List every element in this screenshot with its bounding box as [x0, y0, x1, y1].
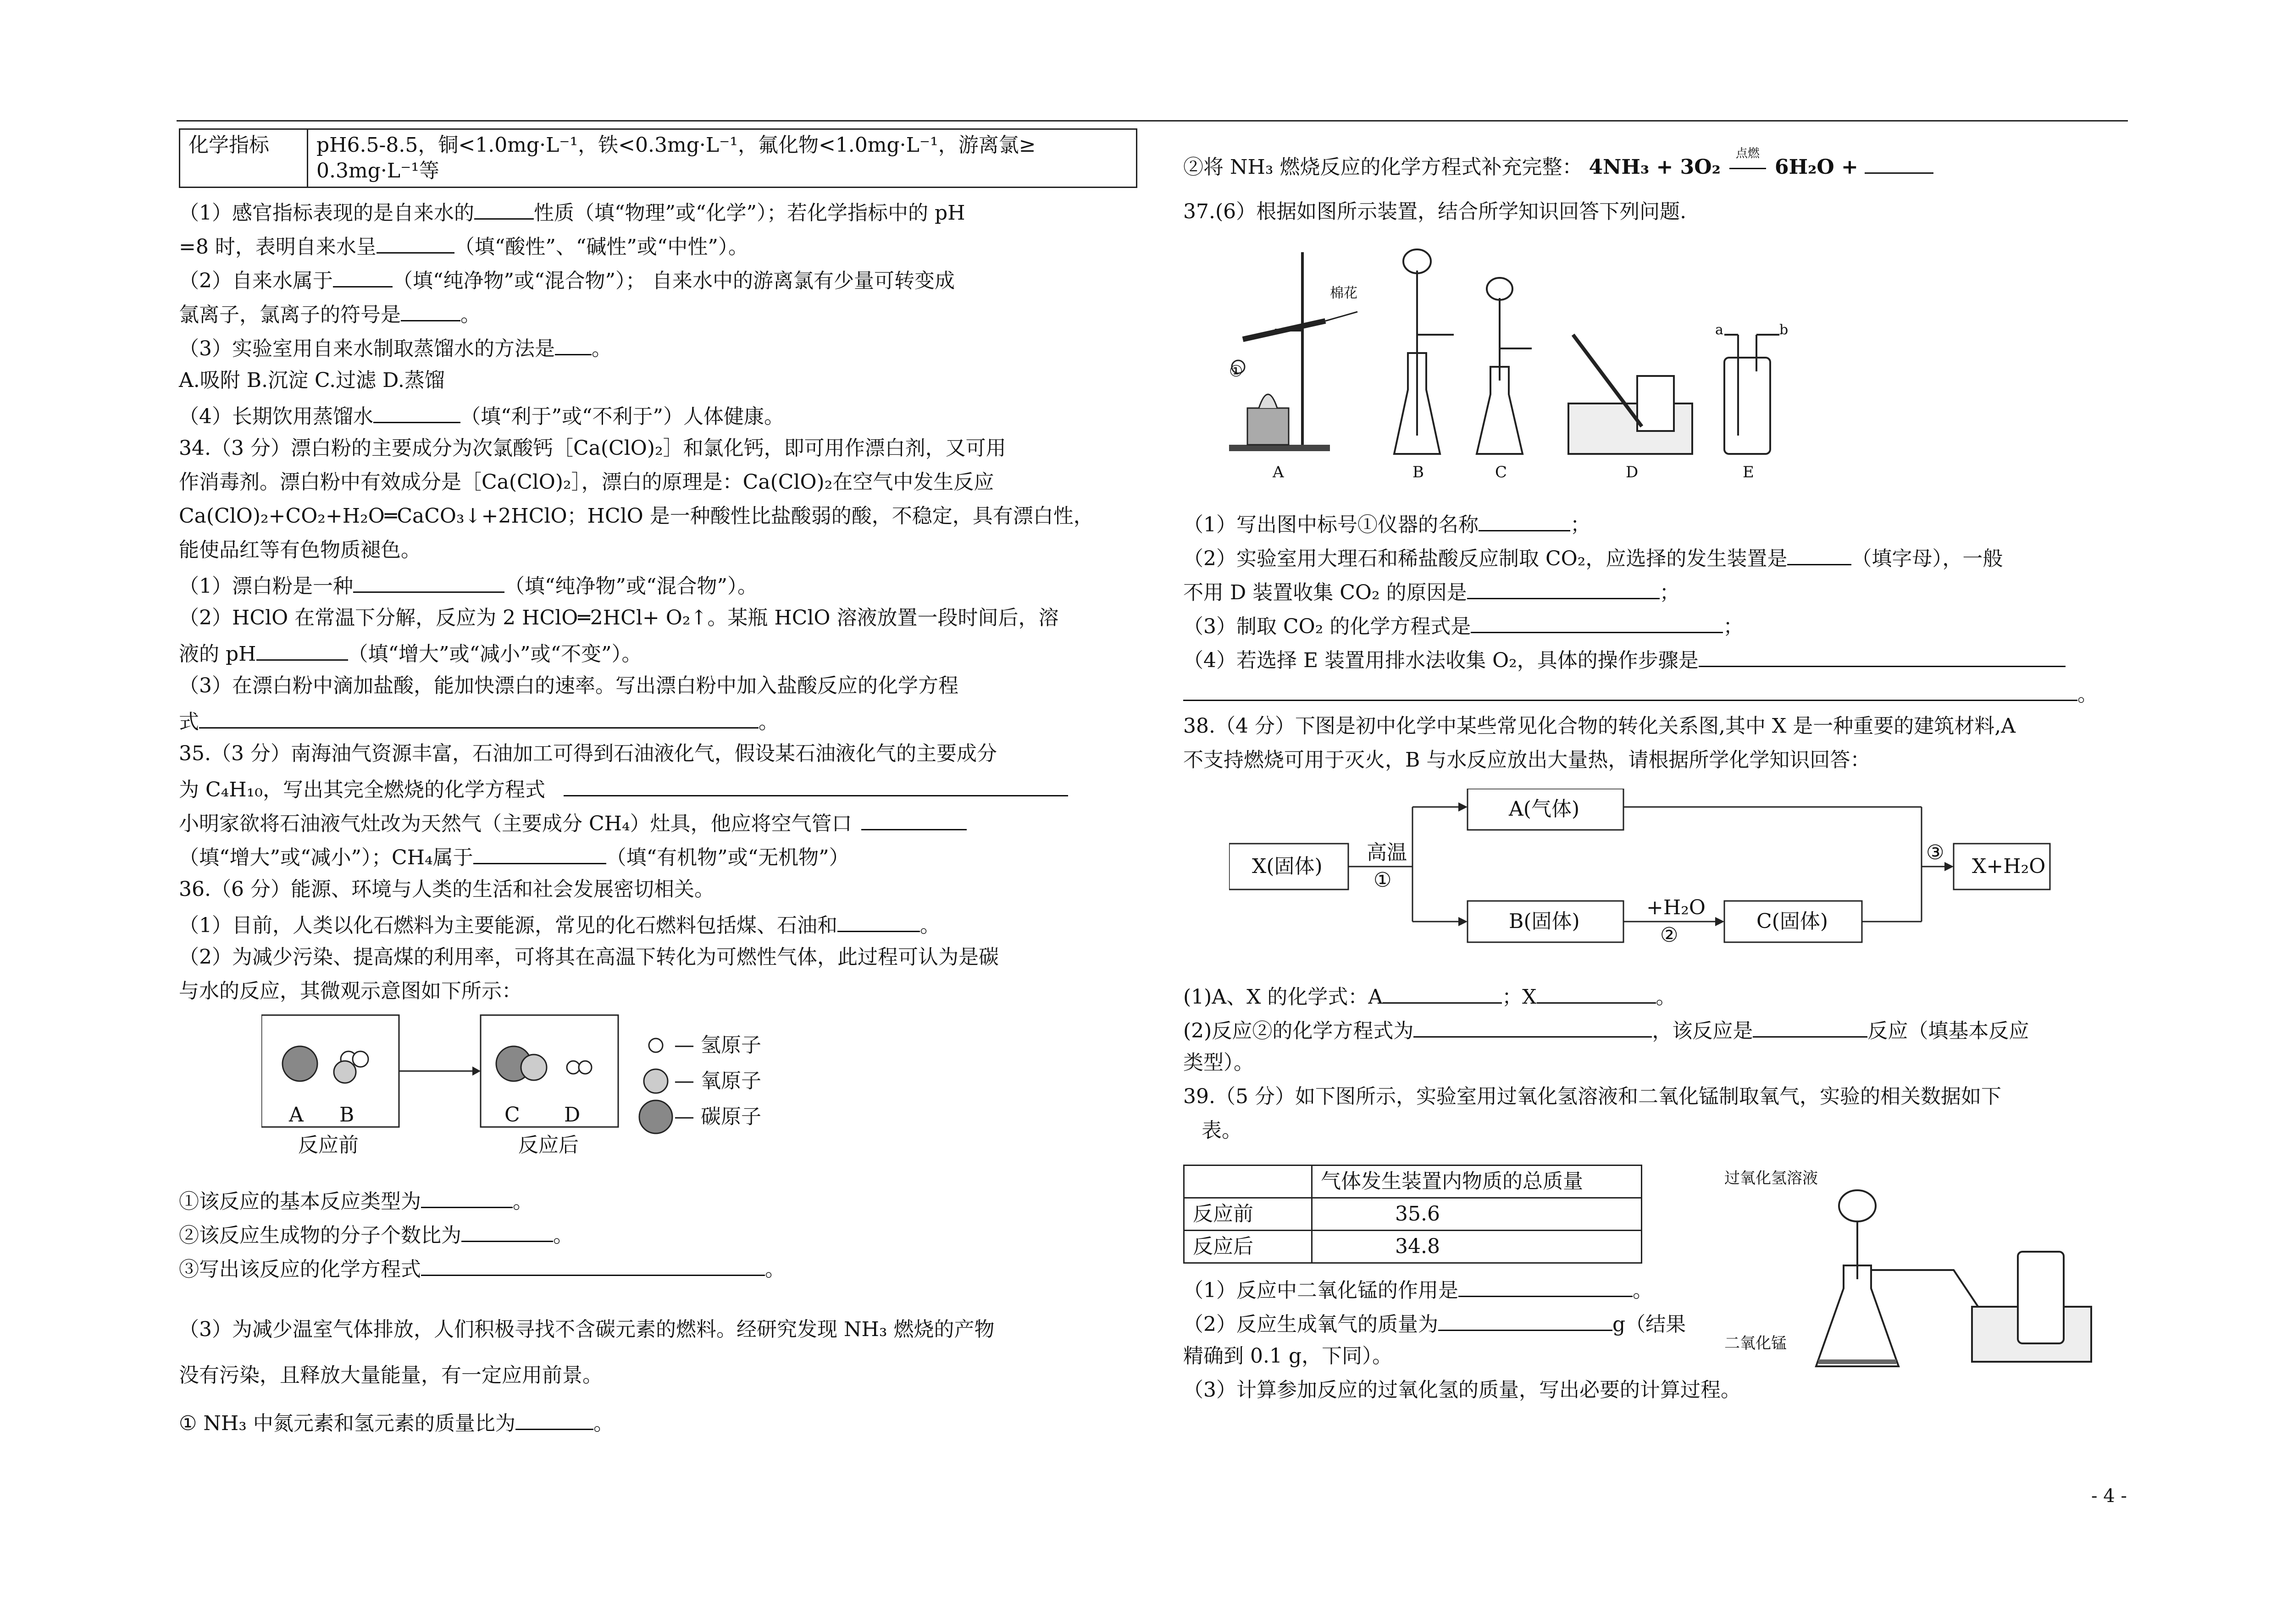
table-value: pH6.5-8.5，铜<1.0mg·L⁻¹，铁<0.3mg·L⁻¹，氟化物<1.0mg·L⁻¹，游离氯≥ 0.3mg·L⁻¹等 — [308, 129, 1137, 188]
q37-2b: 不用 D 装置收集 CO₂ 的原因是 ； — [1183, 577, 1680, 607]
row-before-value: 35.6 — [1312, 1198, 1642, 1231]
q34-2b: 液的 pH （填“增大”或“减小”或“不变”）。 — [179, 638, 642, 668]
q37-2: （2）实验室用大理石和稀盐酸反应制取 CO₂，应选择的发生装置是 （填字母），一般 — [1183, 543, 2003, 573]
label-D: D — [1626, 463, 1639, 481]
q35-intro: 35.（3 分）南海油气资源丰富，石油加工可得到石油液化气，假设某石油液化气的主要成分 — [179, 742, 997, 765]
q33-2: （2）自来水属于 （填“纯净物”或“混合物”）； 自来水中的游离氯有少量可转变成 — [179, 265, 955, 295]
conversion-flow-chart — [1229, 789, 2055, 945]
q34-3: （3）在漂白粉中滴加盐酸，能加快漂白的速率。写出漂白粉中加入盐酸反应的化学方程 — [179, 674, 958, 697]
q37-3: （3）制取 CO₂ 的化学方程式是 ； — [1183, 611, 1743, 641]
q39-intro: 39.（5 分）如下图所示，实验室用过氧化氢溶液和二氧化锰制取氧气，实验的相关数据如下 — [1183, 1085, 2001, 1108]
q35-3: （填“增大”或“减小”）；CH₄属于 （填“有机物”或“无机物”） — [179, 842, 849, 872]
edge-high-temp: 高温 — [1367, 841, 1407, 864]
q33-2b: 氯离子，氯离子的符号是 。 — [179, 299, 481, 329]
legend-hydrogen: — 氢原子 — [674, 1033, 761, 1057]
q37-intro: 37.(6）根据如图所示装置，结合所学知识回答下列问题. — [1183, 200, 1687, 223]
q39-2b: 精确到 0.1 g，下同）。 — [1183, 1344, 1393, 1368]
mass-header: 气体发生装置内物质的总质量 — [1312, 1166, 1642, 1198]
q38-2b: 类型）。 — [1183, 1051, 1254, 1074]
node-result: X+H₂O — [1972, 855, 2046, 878]
q35-1: 为 C₄H₁₀，写出其完全燃烧的化学方程式 — [179, 774, 1068, 804]
before-label: 反应前 — [298, 1133, 359, 1157]
q38-1: (1)A、X 的化学式：A ；X 。 — [1183, 981, 1676, 1011]
edge-step3: ③ — [1926, 841, 1944, 864]
page-number: - 4 - — [2091, 1486, 2127, 1507]
q39-1: （1）反应中二氧化锰的作用是 。 — [1183, 1275, 1653, 1304]
q36-3-1: ① NH₃ 中氮元素和氢元素的质量比为 。 — [179, 1408, 614, 1437]
q33-3-options: A.吸附 B.沉淀 C.过滤 D.蒸馏 — [179, 369, 445, 392]
q39-3: （3）计算参加反应的过氧化氢的质量，写出必要的计算过程。 — [1183, 1378, 1741, 1402]
micro-reaction-diagram — [261, 1013, 903, 1165]
node-x: X(固体) — [1252, 855, 1323, 878]
q34-intro-4: 能使品红等有色物质褪色。 — [179, 538, 421, 562]
h2o2-label: 过氧化氢溶液 — [1724, 1169, 1818, 1188]
label-C: C — [504, 1103, 520, 1127]
q34-2: （2）HClO 在常温下分解，反应为 2 HClO═2HCl+ O₂↑。某瓶 HClO 溶液放置一段时间后，溶 — [179, 606, 1059, 630]
mno2-label: 二氧化锰 — [1724, 1334, 1787, 1353]
oxygen-apparatus — [1724, 1155, 2119, 1375]
q34-3b: 式 。 — [179, 706, 779, 736]
node-b: B(固体) — [1509, 910, 1580, 933]
q36-2-3: ③写出该反应的化学方程式 。 — [179, 1254, 785, 1283]
q36-3: （3）为减少温室气体排放，人们积极寻找不含碳元素的燃料。经研究发现 NH₃ 燃烧的产物 — [179, 1318, 995, 1341]
table-label: 化学指标 — [180, 129, 308, 188]
row-after-value: 34.8 — [1312, 1231, 1642, 1263]
port-b: b — [1779, 322, 1789, 338]
label-A: A — [289, 1103, 304, 1127]
q38-2: (2)反应②的化学方程式为 ，该反应是 反应（填基本反应 — [1183, 1015, 2029, 1045]
edge-h2o: +H₂O — [1646, 896, 1706, 919]
q38-intro-2: 不支持燃烧可用于灭火，B 与水反应放出大量热，请根据所学化学知识回答： — [1183, 748, 1871, 772]
q36-intro: 36.（6 分）能源、环境与人类的生活和社会发展密切相关。 — [179, 878, 714, 901]
q36-2-2: ②该反应生成物的分子个数比为 。 — [179, 1220, 573, 1249]
q36-3b: 没有污染，且释放大量能量，有一定应用前景。 — [179, 1364, 603, 1387]
q33-1: （1）感官指标表现的是自来水的 性质（填“物理”或“化学”）；若化学指标中的 pH — [179, 197, 965, 227]
q36-2b: 与水的反应，其微观示意图如下所示： — [179, 979, 522, 1003]
label-A: A — [1273, 463, 1284, 481]
water-standard-table — [179, 128, 1137, 188]
port-a: a — [1715, 322, 1723, 338]
mass-table — [1183, 1165, 1642, 1264]
label-B: B — [339, 1103, 354, 1127]
q36-2-1: ①该反应的基本反应类型为 。 — [179, 1186, 533, 1215]
q36-2: （2）为减少污染、提高煤的利用率，可将其在高温下转化为可燃性气体，此过程可认为是碳 — [179, 945, 999, 969]
q36-3-2: ②将 NH₃ 燃烧反应的化学方程式补充完整： 4NH₃ + 3O₂ 点燃 6H₂O + — [1183, 151, 1933, 181]
q37-1: （1）写出图中标号①仪器的名称 ； — [1183, 509, 1590, 539]
row-after-label: 反应后 — [1184, 1231, 1312, 1263]
q34-intro-2: 作消毒剂。漂白粉中有效成分是［Ca(ClO)₂］，漂白的原理是：Ca(ClO)₂在空气中发生反应 — [179, 470, 994, 494]
label-C: C — [1495, 463, 1507, 481]
q36-1: （1）目前，人类以化石燃料为主要能源，常见的化石燃料包括煤、石油和 。 — [179, 910, 940, 939]
q37-4b: 。 — [1183, 679, 2098, 708]
q38-intro-1: 38.（4 分）下图是初中化学中某些常见化合物的转化关系图,其中 X 是一种重要的建筑材料,A — [1183, 714, 2016, 738]
q35-2: 小明家欲将石油液气灶改为天然气（主要成分 CH₄）灶具，他应将空气管口 — [179, 808, 967, 838]
cotton-label: 棉花 — [1330, 285, 1357, 301]
mark-1: ① — [1229, 362, 1243, 381]
ignite-condition: 点燃 — [1735, 147, 1760, 160]
q37-4: （4）若选择 E 装置用排水法收集 O₂，具体的操作步骤是 — [1183, 645, 2066, 674]
q33-1b: =8 时，表明自来水呈 （填“酸性”、“碱性”或“中性”）。 — [179, 231, 748, 261]
node-a: A(气体) — [1509, 797, 1580, 821]
q34-intro-3: Ca(ClO)₂+CO₂+H₂O═CaCO₃↓+2HClO；HClO 是一种酸性比盐酸弱的酸，不稳定，具有漂白性， — [179, 504, 1094, 528]
label-D: D — [564, 1103, 581, 1127]
legend-carbon: — 碳原子 — [674, 1105, 761, 1128]
q33-4: （4）长期饮用蒸馏水 （填“利于”或“不利于”）人体健康。 — [179, 401, 784, 431]
q33-3: （3）实验室用自来水制取蒸馏水的方法是 。 — [179, 333, 612, 363]
header-rule — [177, 120, 2128, 122]
edge-step2: ② — [1660, 923, 1678, 947]
row-before-label: 反应前 — [1184, 1198, 1312, 1231]
q34-1: （1）漂白粉是一种 （填“纯净物”或“混合物”）。 — [179, 570, 758, 600]
edge-step1: ① — [1374, 868, 1392, 892]
label-E: E — [1743, 463, 1754, 481]
q34-intro-1: 34.（3 分）漂白粉的主要成分为次氯酸钙［Ca(ClO)₂］和氯化钙，即可用作漂白剂，又可用 — [179, 436, 1006, 460]
apparatus-figure — [1211, 243, 1853, 481]
after-label: 反应后 — [518, 1133, 579, 1157]
node-c: C(固体) — [1756, 910, 1828, 933]
legend-oxygen: — 氧原子 — [674, 1069, 761, 1093]
q39-2: （2）反应生成氧气的质量为 g（结果 — [1183, 1309, 1686, 1338]
q39-intro-2: 表。 — [1202, 1119, 1242, 1142]
label-B: B — [1412, 463, 1424, 481]
